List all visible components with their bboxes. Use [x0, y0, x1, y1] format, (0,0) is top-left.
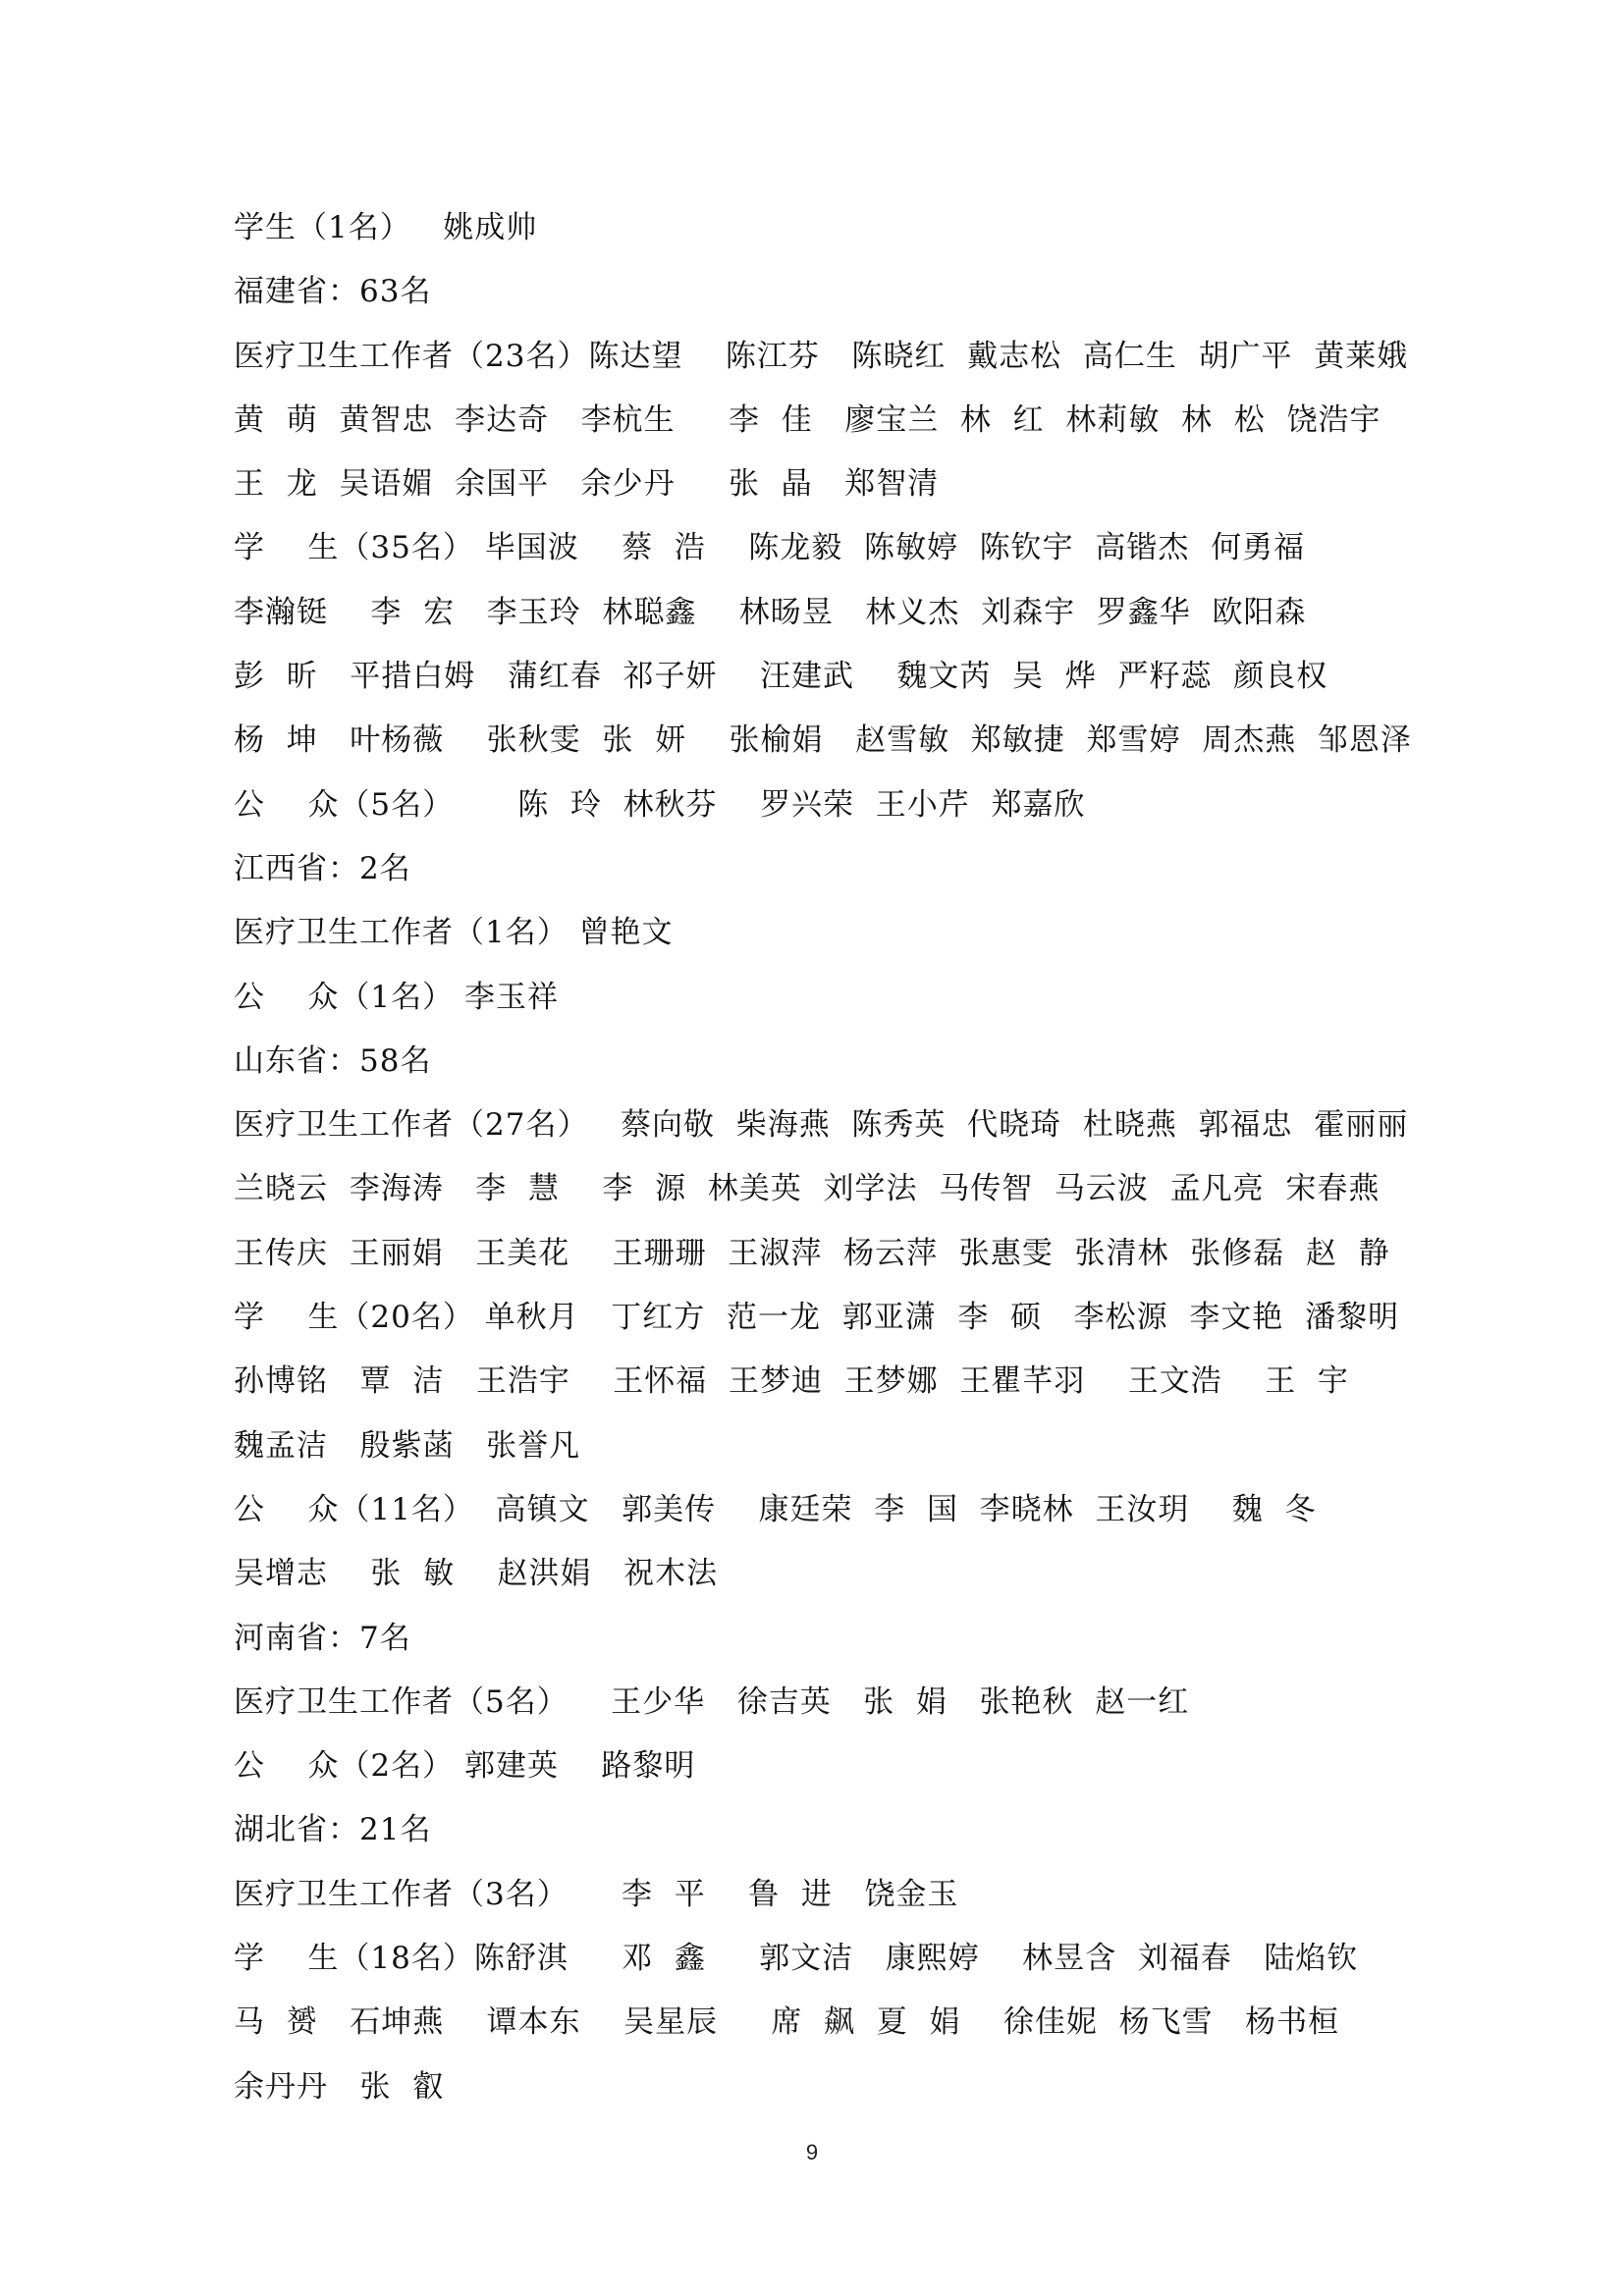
text-line: 医疗卫生工作者（23名）陈达望 陈江芬 陈晓红 戴志松 高仁生 胡广平 黄莱娥 [234, 338, 1409, 374]
text-line: 医疗卫生工作者（1名） 曾艳文 [234, 915, 674, 951]
province-heading: 福建省：63名 [234, 274, 432, 310]
text-line: 黄 萌 黄智忠 李达奇 李杭生 李 佳 廖宝兰 林 红 林莉敏 林 松 饶浩宇 [234, 401, 1381, 438]
text-line: 吴增志 张 敏 赵洪娟 祝木法 [234, 1556, 719, 1592]
page-number: 9 [805, 2140, 819, 2164]
text-line: 王 龙 吴语媚 余国平 余少丹 张 晶 郑智清 [234, 466, 940, 503]
text-line: 余丹丹 张 叡 [234, 2068, 445, 2105]
text-line: 公 众（2名） 郭建英 路黎明 [234, 1748, 696, 1785]
text-line: 学 生（20名） 单秋月 丁红方 范一龙 郭亚潇 李 硕 李松源 李文艳 潘黎明 [234, 1300, 1400, 1336]
text-line: 公 众（5名） 陈 玲 林秋芬 罗兴荣 王小芹 郑嘉欣 [234, 786, 1086, 823]
text-line: 公 众（1名） 李玉祥 [234, 979, 559, 1015]
text-line: 王传庆 王丽娟 王美花 王珊珊 王淑萍 杨云萍 张惠雯 张清林 张修磊 赵 静 [234, 1235, 1390, 1271]
text-line: 医疗卫生工作者（27名） 蔡向敬 柴海燕 陈秀英 代晓琦 杜晓燕 郭福忠 霍丽丽 [234, 1107, 1409, 1144]
text-line: 马 赟 石坤燕 谭本东 吴星辰 席 飙 夏 娟 徐佳妮 杨飞雪 杨书桓 [234, 2004, 1340, 2041]
text-line: 杨 坤 叶杨薇 张秋雯 张 妍 张榆娟 赵雪敏 郑敏捷 郑雪婷 周杰燕 邹恩泽 [234, 722, 1412, 759]
province-heading: 江西省：2名 [234, 850, 411, 886]
text-line: 魏孟洁 殷紫菡 张誉凡 [234, 1427, 581, 1464]
text-line: 学生（1名） 姚成帅 [234, 210, 538, 245]
province-heading: 河南省：7名 [234, 1620, 411, 1656]
text-line: 公 众（11名） 高镇文 郭美传 康廷荣 李 国 李晓林 王汝玥 魏 冬 [234, 1491, 1317, 1527]
province-heading: 山东省：58名 [234, 1042, 432, 1079]
province-heading: 湖北省：21名 [234, 1812, 432, 1848]
text-line: 医疗卫生工作者（3名） 李 平 鲁 进 饶金玉 [234, 1876, 959, 1912]
name-list [234, 196, 1510, 2119]
text-line: 医疗卫生工作者（5名） 王少华 徐吉英 张 娟 张艳秋 赵一红 [234, 1683, 1190, 1720]
text-line: 学 生（35名） 毕国波 蔡 浩 陈龙毅 陈敏婷 陈钦宇 高锴杰 何勇福 [234, 530, 1306, 566]
text-line: 学 生（18名）陈舒淇 邓 鑫 郭文洁 康熙婷 林昱含 刘福春 陆焰钦 [234, 1941, 1359, 1977]
text-line: 彭 昕 平措白姆 蒲红春 祁子妍 汪建武 魏文芮 吴 烨 严籽蕊 颜良权 [234, 659, 1328, 695]
text-line: 兰晓云 李海涛 李 慧 李 源 林美英 刘学法 马传智 马云波 孟凡亮 宋春燕 [234, 1171, 1380, 1207]
text-line: 李瀚铤 李 宏 李玉玲 林聪鑫 林旸昱 林义杰 刘森宇 罗鑫华 欧阳森 [234, 594, 1307, 630]
text-line: 孙博铭 覃 洁 王浩宇 王怀福 王梦迪 王梦娜 王瞿芊羽 王文浩 王 宇 [234, 1363, 1349, 1400]
